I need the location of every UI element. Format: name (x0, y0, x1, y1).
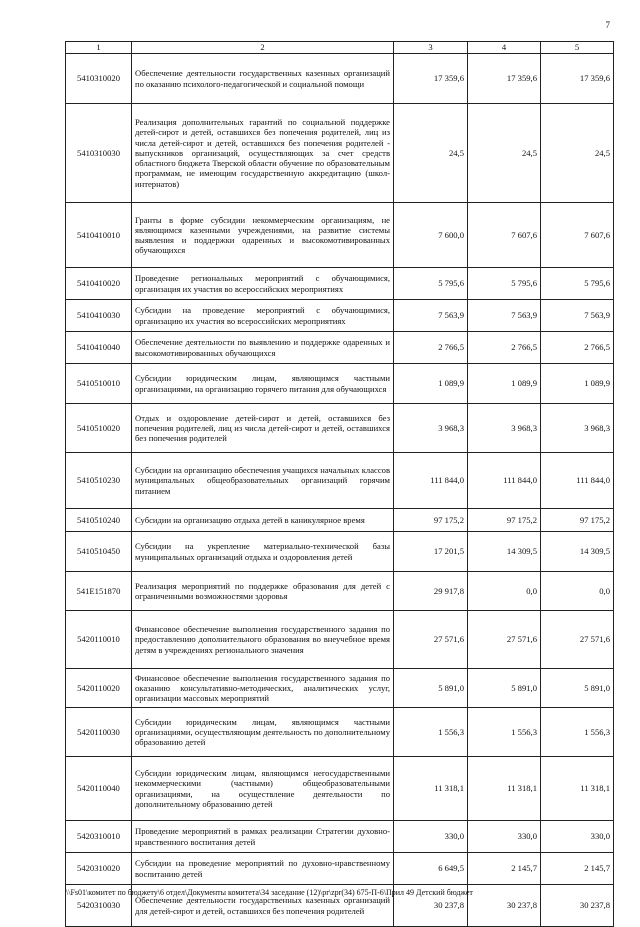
row-description: Реализация мероприятий по поддержке образования для детей с ограниченными возможностями здоровья (132, 572, 394, 611)
table-row (66, 757, 614, 821)
row-value-col4: 97 175,2 (468, 509, 541, 532)
table-row (66, 821, 614, 853)
row-value-col3: 97 175,2 (394, 509, 468, 532)
table-row (66, 509, 614, 532)
row-value-col4: 14 309,5 (468, 532, 541, 572)
row-description: Субсидии юридическим лицам, являющимся частными организациями, осуществляющим деятельность по дополнительному образованию детей (132, 708, 394, 757)
row-value-col4: 0,0 (468, 572, 541, 611)
table-row (66, 572, 614, 611)
row-description: Субсидии юридическим лицам, являющимся негосударственными некоммерческими (частными) общеобразовательными организациями, на осуществление деятельности по дополнительному образованию детей (132, 757, 394, 821)
row-value-col4: 7 563,9 (468, 300, 541, 332)
row-code: 5410510450 (66, 532, 132, 572)
header-col-1: 1 (66, 42, 132, 54)
row-code: 5410510010 (66, 364, 132, 404)
row-description: Субсидии на организацию отдыха детей в каникулярное время (132, 509, 394, 532)
row-value-col5: 5 891,0 (541, 669, 614, 708)
row-value-col5: 1 089,9 (541, 364, 614, 404)
row-value-col3: 5 891,0 (394, 669, 468, 708)
file-path-footer: \\Fs01\комитет по бюджету\6 отдел\Документы комитета\34 заседание (12)\pr\zpr(34) 675-П-6\Прил 49 Детский бюджет (66, 888, 473, 897)
table-row (66, 708, 614, 757)
row-value-col4: 30 237,8 (468, 885, 541, 927)
row-code: 5420310030 (66, 885, 132, 927)
row-code: 5410510240 (66, 509, 132, 532)
header-col-4: 4 (468, 42, 541, 54)
row-description: Отдых и оздоровление детей-сирот и детей, оставшихся без попечения родителей, лиц из числа детей-сирот и детей, оставшихся без попечения родителей (132, 404, 394, 453)
row-description: Субсидии на проведение мероприятий с обучающимися, организацию их участия во всероссийских мероприятиях (132, 300, 394, 332)
row-value-col3: 111 844,0 (394, 453, 468, 509)
row-value-col5: 7 563,9 (541, 300, 614, 332)
table-row (66, 853, 614, 885)
row-value-col5: 5 795,6 (541, 268, 614, 300)
row-code: 5420110020 (66, 669, 132, 708)
row-description: Обеспечение деятельности по выявлению и поддержке одаренных и высокомотивированных обучающихся (132, 332, 394, 364)
table-row (66, 332, 614, 364)
row-value-col3: 30 237,8 (394, 885, 468, 927)
row-value-col5: 7 607,6 (541, 203, 614, 268)
row-value-col3: 7 600,0 (394, 203, 468, 268)
row-value-col3: 27 571,6 (394, 611, 468, 669)
row-description: Гранты в форме субсидии некоммерческим организациям, не являющимся казенными учреждениями, на развитие системы выявления и поддержки одаренных и высокомотивированных обучающихся (132, 203, 394, 268)
row-value-col5: 3 968,3 (541, 404, 614, 453)
row-value-col5: 24,5 (541, 104, 614, 203)
row-value-col4: 3 968,3 (468, 404, 541, 453)
row-description: Реализация дополнительных гарантий по социальной поддержке детей-сирот и детей, оставшихся без попечения родителей, лиц из числа детей-сирот и детей, оставшихся без попечения родителей - выпускников организаций, осуществляющих за счет средств областного бюджета Тверской области обучение по образовательным программам, не имеющим государственную аккредитацию (школ-интернатов) (132, 104, 394, 203)
header-col-2: 2 (132, 42, 394, 54)
row-code: 5410410040 (66, 332, 132, 364)
row-description: Субсидии на проведение мероприятий по духовно-нравственному воспитанию детей (132, 853, 394, 885)
table-row (66, 532, 614, 572)
row-value-col4: 7 607,6 (468, 203, 541, 268)
row-value-col5: 17 359,6 (541, 54, 614, 104)
table-row (66, 611, 614, 669)
row-code: 5410510020 (66, 404, 132, 453)
row-value-col5: 330,0 (541, 821, 614, 853)
row-value-col3: 17 201,5 (394, 532, 468, 572)
row-description: Финансовое обеспечение выполнения государственного задания по предоставлению дополнительного образования во внеучебное время детям в учреждениях регионального значения (132, 611, 394, 669)
row-code: 5420110030 (66, 708, 132, 757)
row-value-col3: 24,5 (394, 104, 468, 203)
row-value-col5: 27 571,6 (541, 611, 614, 669)
row-value-col4: 11 318,1 (468, 757, 541, 821)
row-description: Обеспечение деятельности государственных казенных организаций по оказанию психолого-педагогической и социальной помощи (132, 54, 394, 104)
row-value-col4: 330,0 (468, 821, 541, 853)
row-value-col4: 17 359,6 (468, 54, 541, 104)
page-number: 7 (605, 20, 610, 30)
table-row (66, 54, 614, 104)
row-value-col3: 330,0 (394, 821, 468, 853)
table-header-row (66, 42, 614, 54)
row-value-col4: 27 571,6 (468, 611, 541, 669)
table-row (66, 404, 614, 453)
row-value-col3: 1 556,3 (394, 708, 468, 757)
table-row (66, 364, 614, 404)
table-row (66, 300, 614, 332)
row-value-col4: 1 556,3 (468, 708, 541, 757)
row-code: 5420310010 (66, 821, 132, 853)
row-description: Финансовое обеспечение выполнения государственного задания по оказанию консультативно-методических, аналитических услуг, организации массовых мероприятий (132, 669, 394, 708)
row-value-col4: 24,5 (468, 104, 541, 203)
header-col-3: 3 (394, 42, 468, 54)
row-description: Субсидии на организацию обеспечения учащихся начальных классов муниципальных общеобразовательных организаций горячим питанием (132, 453, 394, 509)
row-code: 5410510230 (66, 453, 132, 509)
header-col-5: 5 (541, 42, 614, 54)
table-row (66, 453, 614, 509)
row-code: 5410310030 (66, 104, 132, 203)
row-code: 5410410020 (66, 268, 132, 300)
row-value-col3: 11 318,1 (394, 757, 468, 821)
row-description: Субсидии юридическим лицам, являющимся частными организациями, на организацию горячего питания для обучающихся (132, 364, 394, 404)
row-value-col4: 1 089,9 (468, 364, 541, 404)
row-value-col4: 5 891,0 (468, 669, 541, 708)
row-description: Проведение региональных мероприятий с обучающимися, организация их участия во всероссийских мероприятиях (132, 268, 394, 300)
row-value-col3: 6 649,5 (394, 853, 468, 885)
row-value-col3: 17 359,6 (394, 54, 468, 104)
table-row (66, 669, 614, 708)
row-code: 5420310020 (66, 853, 132, 885)
row-value-col5: 2 145,7 (541, 853, 614, 885)
row-code: 5420110010 (66, 611, 132, 669)
row-value-col5: 2 766,5 (541, 332, 614, 364)
row-value-col3: 3 968,3 (394, 404, 468, 453)
row-value-col4: 2 145,7 (468, 853, 541, 885)
table-row (66, 203, 614, 268)
row-value-col3: 5 795,6 (394, 268, 468, 300)
row-code: 5410410030 (66, 300, 132, 332)
budget-table (65, 41, 614, 927)
row-value-col5: 0,0 (541, 572, 614, 611)
row-value-col4: 5 795,6 (468, 268, 541, 300)
row-value-col3: 7 563,9 (394, 300, 468, 332)
row-value-col3: 29 917,8 (394, 572, 468, 611)
row-value-col5: 111 844,0 (541, 453, 614, 509)
row-description: Проведение мероприятий в рамках реализации Стратегии духовно-нравственного воспитания детей (132, 821, 394, 853)
row-description: Обеспечение деятельности государственных казенных организаций для детей-сирот и детей, оставшихся без попечения родителей (132, 885, 394, 927)
row-description: Субсидии на укрепление материально-технической базы муниципальных организаций отдыха и оздоровления детей (132, 532, 394, 572)
row-code: 5410410010 (66, 203, 132, 268)
row-value-col4: 2 766,5 (468, 332, 541, 364)
row-code: 541E151870 (66, 572, 132, 611)
table-row (66, 104, 614, 203)
row-value-col5: 97 175,2 (541, 509, 614, 532)
row-value-col3: 1 089,9 (394, 364, 468, 404)
row-value-col5: 11 318,1 (541, 757, 614, 821)
row-value-col5: 30 237,8 (541, 885, 614, 927)
table-row (66, 268, 614, 300)
row-code: 5410310020 (66, 54, 132, 104)
row-code: 5420110040 (66, 757, 132, 821)
row-value-col4: 111 844,0 (468, 453, 541, 509)
row-value-col5: 1 556,3 (541, 708, 614, 757)
row-value-col3: 2 766,5 (394, 332, 468, 364)
row-value-col5: 14 309,5 (541, 532, 614, 572)
